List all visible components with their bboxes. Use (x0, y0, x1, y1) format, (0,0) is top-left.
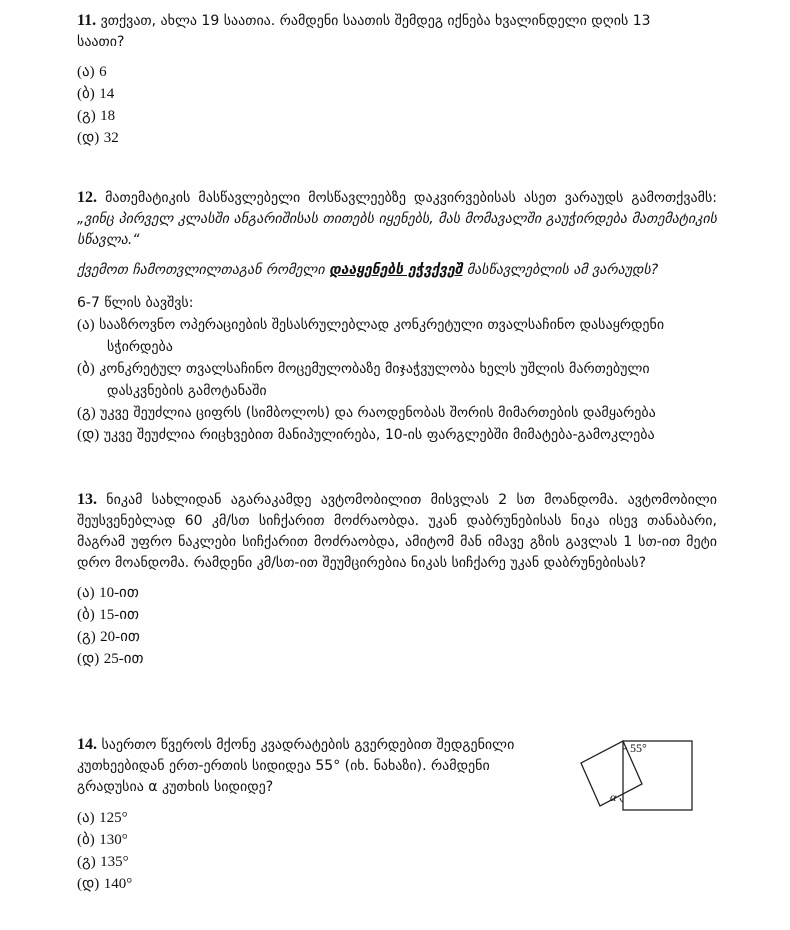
question-text: საერთო წვეროს მქონე კვადრატების გვერდებით შედგენილი კუთხეებიდან ერთ-ერთის სიდიდეა 55° (იხ. ნახაზი). რამდენი გრადუსია α კუთხის სიდიდე? (77, 737, 515, 795)
option-value: 125° (99, 810, 128, 826)
question-12 (77, 187, 717, 446)
option-value: 135° (100, 854, 129, 870)
option-a[interactable] (77, 314, 717, 358)
option-d[interactable] (77, 873, 717, 895)
question-13-stem (77, 489, 717, 574)
option-value: 10-ით (99, 585, 139, 601)
option-b[interactable] (77, 83, 717, 105)
option-b[interactable] (77, 829, 717, 851)
question-prompt (77, 260, 717, 281)
question-lead: 6-7 წლის ბავშვს: (77, 295, 194, 311)
option-value: 25-ით (103, 651, 144, 667)
option-label: (ბ) (77, 86, 95, 102)
option-value: 32 (103, 130, 119, 146)
question-14-stem (77, 734, 557, 798)
option-value: უკვე შეუძლია რიცხვებით მანიპულირება, 10-ის ფარგლებში მიმატება-გამოკლება (103, 427, 655, 443)
option-label: (ა) (77, 810, 95, 826)
option-label: (დ) (77, 427, 100, 443)
option-value: 140° (103, 876, 133, 892)
question-12-stem (77, 187, 717, 251)
option-label: (დ) (77, 130, 100, 146)
option-label: (ბ) (77, 361, 95, 377)
option-d[interactable] (77, 424, 717, 446)
question-text: ვთქვათ, ახლა 19 საათია. რამდენი საათის შემდეგ იქნება ხვალინდელი დღის 13 საათი? (77, 13, 651, 50)
angle-55-label: 55° (630, 741, 647, 755)
option-b[interactable] (77, 604, 717, 626)
options-list (77, 61, 717, 149)
question-number: 11. (77, 12, 97, 29)
prompt-emphasis: დააყენებს ეჭვქვეშ (329, 262, 463, 278)
option-label: (ბ) (77, 607, 95, 623)
question-number: 14. (77, 736, 97, 753)
option-value: სააზროვნო ოპერაციების შესასრულებლად კონკრეტული თვალსაჩინო დასაყრდენი სჭირდება (99, 317, 665, 355)
option-c[interactable] (77, 402, 717, 424)
option-value: 18 (100, 108, 116, 124)
option-label: (ა) (77, 585, 95, 601)
option-value: 15-ით (99, 607, 139, 623)
option-value: 130° (99, 832, 128, 848)
option-d[interactable] (77, 127, 717, 149)
alpha-label: α (610, 790, 617, 804)
question-text: ნიკამ სახლიდან აგარაკამდე ავტომობილით მისვლას 2 სთ მოანდომა. ავტომობილი შეუსვენებლად 60 კმ/სთ სიჩქარით მოძრაობდა. უკან დაბრუნებისას ნიკა ისევ თანაბარი, მაგრამ უფრო ნაკლები სიჩქარით მოძრაობდა, ამიტომ მან იმავე გზის გავლას 1 სთ-ით მეტი დრო მოანდომა. რამდენი კმ/სთ-ით შეუმცირებია ნიკას სიჩქარე უკან დაბრუნებისას? (77, 492, 717, 571)
question-11 (77, 10, 717, 149)
options-list (77, 314, 717, 446)
option-b[interactable] (77, 358, 717, 402)
option-value: უკვე შეუძლია ციფრს (სიმბოლოს) და რაოდენობას შორის მიმართების დამყარება (100, 405, 656, 421)
option-value: 6 (99, 64, 107, 80)
option-a[interactable] (77, 582, 717, 604)
question-number: 13. (77, 491, 97, 508)
option-c[interactable] (77, 626, 717, 648)
teacher-quote: „ვინც პირველ კლასში ანგარიშისას თითებს იყენებს, მას მომავალში გაუჭირდება მათემატიკის სწავლა.“ (77, 211, 717, 248)
question-intro: მათემატიკის მასწავლებელი მოსწავლეებზე დაკვირვებისას ასეთ ვარაუდს გამოთქვამს: (105, 190, 717, 206)
option-label: (გ) (77, 108, 96, 124)
question-number: 12. (77, 189, 97, 206)
option-value: 14 (99, 86, 115, 102)
option-label: (გ) (77, 854, 96, 870)
squares-figure (578, 736, 703, 828)
option-label: (დ) (77, 651, 100, 667)
option-d[interactable] (77, 648, 717, 670)
question-11-stem (77, 10, 677, 53)
option-c[interactable] (77, 105, 717, 127)
option-a[interactable] (77, 61, 717, 83)
option-label: (გ) (77, 629, 96, 645)
prompt-text: ქვემოთ ჩამოთვლილთაგან რომელი (77, 262, 330, 278)
option-label: (ა) (77, 317, 95, 333)
option-label: (გ) (77, 405, 96, 421)
option-c[interactable] (77, 851, 717, 873)
option-label: (ბ) (77, 832, 95, 848)
options-list (77, 582, 717, 670)
option-value: 20-ით (100, 629, 140, 645)
option-value: კონკრეტულ თვალსაჩინო მოცემულობაზე მიჯაჭვულობა ხელს უშლის მართებული დასკვნების გამოტანაში (99, 361, 650, 399)
prompt-text-end: მასწავლებლის ამ ვარაუდს? (462, 262, 659, 278)
question-13 (77, 489, 717, 670)
option-label: (დ) (77, 876, 100, 892)
option-label: (ა) (77, 64, 95, 80)
